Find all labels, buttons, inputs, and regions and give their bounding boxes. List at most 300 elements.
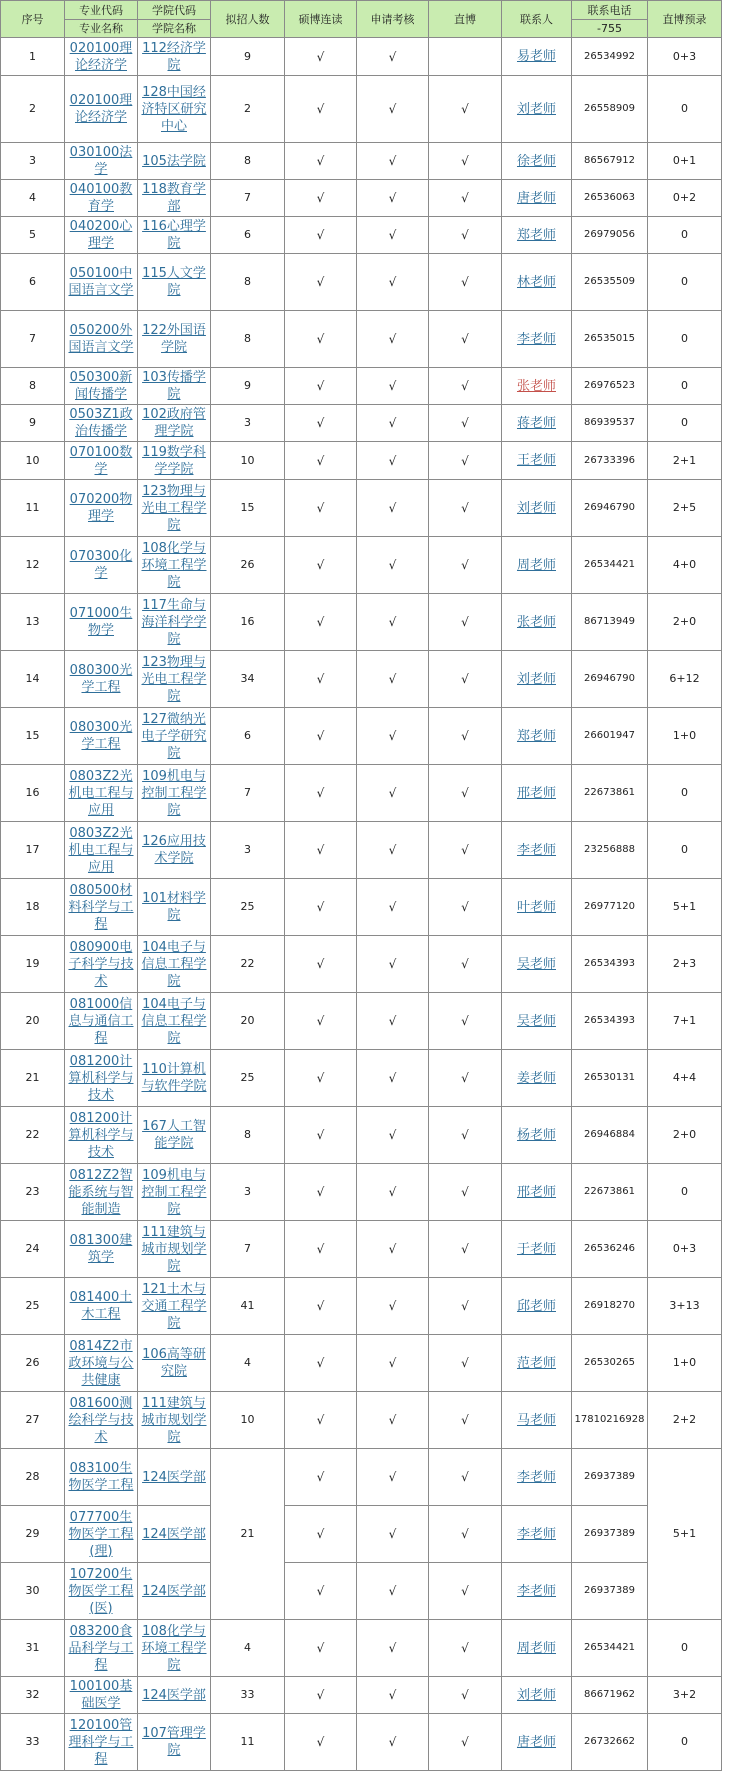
application-mark: √ <box>357 442 429 480</box>
school-link[interactable]: 104电子与信息工程学院 <box>141 939 207 989</box>
table-row <box>1 442 722 480</box>
row-index: 1 <box>1 38 65 76</box>
preselect-count: 0 <box>648 217 722 254</box>
contact-link[interactable]: 林老师 <box>516 274 556 290</box>
continuous-mark: √ <box>285 217 357 254</box>
major-link[interactable]: 0803Z2光机电工程与应用 <box>68 768 134 818</box>
contact-link[interactable]: 张老师 <box>516 378 556 394</box>
contact-link[interactable]: 李老师 <box>516 1526 556 1542</box>
contact-cell <box>502 1107 572 1164</box>
school-link[interactable]: 109机电与控制工程学院 <box>141 768 207 818</box>
major-link[interactable]: 050200外国语言文学 <box>68 323 134 355</box>
phone-number: 26536246 <box>572 1221 648 1278</box>
major-link[interactable]: 081600测绘科学与技术 <box>68 1395 134 1445</box>
major-cell <box>65 254 138 311</box>
major-link[interactable]: 083100生物医学工程 <box>68 1461 134 1493</box>
school-cell <box>138 38 211 76</box>
continuous-mark: √ <box>285 1164 357 1221</box>
preselect-count: 0 <box>648 368 722 405</box>
direct-mark: √ <box>429 1107 502 1164</box>
continuous-mark: √ <box>285 822 357 879</box>
application-mark: √ <box>357 405 429 442</box>
school-link[interactable]: 127微纳光电子学研究院 <box>141 711 207 761</box>
contact-cell <box>502 1050 572 1107</box>
contact-link[interactable]: 邢老师 <box>516 785 556 801</box>
phone-number: 22673861 <box>572 765 648 822</box>
row-index: 31 <box>1 1620 65 1677</box>
contact-cell <box>502 765 572 822</box>
school-link[interactable]: 111建筑与城市规划学院 <box>141 1224 207 1274</box>
school-link[interactable]: 122外国语学院 <box>142 323 206 355</box>
contact-cell <box>502 594 572 651</box>
school-cell <box>138 879 211 936</box>
major-cell <box>65 217 138 254</box>
contact-link[interactable]: 邱老师 <box>516 1298 556 1314</box>
planned-count: 4 <box>211 1335 285 1392</box>
direct-mark: √ <box>429 537 502 594</box>
school-cell <box>138 936 211 993</box>
direct-mark: √ <box>429 405 502 442</box>
continuous-mark: √ <box>285 180 357 217</box>
phone-number: 26534992 <box>572 38 648 76</box>
contact-cell <box>502 651 572 708</box>
row-index: 25 <box>1 1278 65 1335</box>
school-link[interactable]: 111建筑与城市规划学院 <box>141 1395 207 1445</box>
school-link[interactable]: 109机电与控制工程学院 <box>141 1167 207 1217</box>
contact-link[interactable]: 周老师 <box>516 557 556 573</box>
phone-number: 26918270 <box>572 1278 648 1335</box>
school-cell <box>138 1449 211 1506</box>
school-link[interactable]: 118教育学部 <box>142 182 206 214</box>
major-link[interactable]: 050100中国语言文学 <box>68 266 134 298</box>
continuous-mark: √ <box>285 651 357 708</box>
phone-number: 86567912 <box>572 143 648 180</box>
continuous-mark: √ <box>285 1563 357 1620</box>
major-link[interactable]: 083200食品科学与工程 <box>68 1623 134 1673</box>
school-cell <box>138 442 211 480</box>
phone-number: 26937389 <box>572 1449 648 1506</box>
contact-link[interactable]: 李老师 <box>516 1583 556 1599</box>
direct-mark: √ <box>429 1392 502 1449</box>
contact-cell <box>502 708 572 765</box>
continuous-mark: √ <box>285 480 357 537</box>
school-link[interactable]: 108化学与环境工程学院 <box>141 1623 207 1673</box>
phone-number: 26979056 <box>572 217 648 254</box>
school-link[interactable]: 102政府管理学院 <box>142 407 206 439</box>
application-mark: √ <box>357 143 429 180</box>
planned-count: 15 <box>211 480 285 537</box>
header-index: 序号 <box>1 1 65 38</box>
continuous-mark: √ <box>285 1107 357 1164</box>
major-link[interactable]: 080300光学工程 <box>69 663 133 695</box>
major-link[interactable]: 081200计算机科学与技术 <box>68 1053 134 1103</box>
continuous-mark: √ <box>285 368 357 405</box>
planned-count: 6 <box>211 708 285 765</box>
school-cell <box>138 1620 211 1677</box>
contact-link[interactable]: 刘老师 <box>516 101 556 117</box>
school-link[interactable]: 117生命与海洋科学学院 <box>141 597 207 647</box>
application-mark: √ <box>357 254 429 311</box>
school-link[interactable]: 124医学部 <box>142 1583 206 1599</box>
table-header <box>1 1 722 38</box>
preselect-count: 0 <box>648 822 722 879</box>
row-index: 24 <box>1 1221 65 1278</box>
direct-mark: √ <box>429 1221 502 1278</box>
contact-link[interactable]: 李老师 <box>516 331 556 347</box>
school-link[interactable]: 123物理与光电工程学院 <box>141 654 207 704</box>
preselect-count: 6+12 <box>648 651 722 708</box>
table-row <box>1 76 722 143</box>
contact-link[interactable]: 唐老师 <box>516 190 556 206</box>
planned-count: 8 <box>211 311 285 368</box>
header-contact: 联系人 <box>502 1 572 38</box>
school-link[interactable]: 121土木与交通工程学院 <box>141 1281 207 1331</box>
row-index: 5 <box>1 217 65 254</box>
direct-mark: √ <box>429 1620 502 1677</box>
school-cell <box>138 1714 211 1771</box>
table-row <box>1 1714 722 1771</box>
contact-link[interactable]: 叶老师 <box>516 899 556 915</box>
school-cell <box>138 1050 211 1107</box>
school-link[interactable]: 108化学与环境工程学院 <box>141 540 207 590</box>
major-link[interactable]: 071000生物学 <box>69 606 133 638</box>
preselect-count: 0 <box>648 311 722 368</box>
table-row <box>1 1050 722 1107</box>
application-mark: √ <box>357 1449 429 1506</box>
application-mark: √ <box>357 480 429 537</box>
continuous-mark: √ <box>285 993 357 1050</box>
major-link[interactable]: 080900电子科学与技术 <box>68 939 134 989</box>
planned-count: 3 <box>211 405 285 442</box>
direct-mark: √ <box>429 594 502 651</box>
row-index: 32 <box>1 1677 65 1714</box>
major-cell <box>65 879 138 936</box>
planned-count: 8 <box>211 143 285 180</box>
major-link[interactable]: 070100数学 <box>69 444 133 477</box>
application-mark: √ <box>357 1278 429 1335</box>
school-cell <box>138 405 211 442</box>
continuous-mark: √ <box>285 1278 357 1335</box>
contact-link[interactable]: 唐老师 <box>516 1734 556 1750</box>
table-row <box>1 180 722 217</box>
preselect-count: 0 <box>648 1620 722 1677</box>
major-cell <box>65 993 138 1050</box>
phone-number: 26937389 <box>572 1506 648 1563</box>
planned-count: 3 <box>211 1164 285 1221</box>
preselect-count: 0+2 <box>648 180 722 217</box>
table-row <box>1 1392 722 1449</box>
row-index: 16 <box>1 765 65 822</box>
header-direct: 直博 <box>429 1 502 38</box>
school-cell <box>138 651 211 708</box>
contact-cell <box>502 480 572 537</box>
contact-link[interactable]: 马老师 <box>516 1412 556 1428</box>
application-mark: √ <box>357 311 429 368</box>
school-link[interactable]: 167人工智能学院 <box>142 1119 206 1151</box>
row-index: 30 <box>1 1563 65 1620</box>
major-link[interactable]: 0803Z2光机电工程与应用 <box>68 825 134 875</box>
continuous-mark: √ <box>285 708 357 765</box>
major-link[interactable]: 080300光学工程 <box>69 720 133 752</box>
major-cell <box>65 311 138 368</box>
preselect-count: 0 <box>648 765 722 822</box>
major-cell <box>65 936 138 993</box>
planned-count: 41 <box>211 1278 285 1335</box>
major-link[interactable]: 0814Z2市政环境与公共健康 <box>68 1338 134 1388</box>
contact-cell <box>502 1392 572 1449</box>
header-application: 申请考核 <box>357 1 429 38</box>
school-link[interactable]: 128中国经济特区研究中心 <box>141 84 207 134</box>
contact-link[interactable]: 易老师 <box>516 49 556 64</box>
table-row <box>1 765 722 822</box>
planned-count: 10 <box>211 442 285 480</box>
header-major-code: 专业代码 <box>65 2 137 20</box>
header-preselect: 直博预录 <box>648 1 722 38</box>
row-index: 3 <box>1 143 65 180</box>
continuous-mark: √ <box>285 765 357 822</box>
direct-mark: √ <box>429 651 502 708</box>
preselect-count: 3+13 <box>648 1278 722 1335</box>
preselect-count: 2+5 <box>648 480 722 537</box>
school-cell <box>138 217 211 254</box>
major-link[interactable]: 040100教育学 <box>69 182 133 214</box>
contact-link[interactable]: 郑老师 <box>516 227 556 243</box>
major-cell <box>65 1449 138 1506</box>
direct-mark: √ <box>429 1278 502 1335</box>
table-row <box>1 1278 722 1335</box>
preselect-count: 2+0 <box>648 594 722 651</box>
row-index: 8 <box>1 368 65 405</box>
school-cell <box>138 180 211 217</box>
preselect-count: 0 <box>648 254 722 311</box>
planned-count: 7 <box>211 1221 285 1278</box>
contact-cell <box>502 1563 572 1620</box>
contact-link[interactable]: 刘老师 <box>516 1687 556 1703</box>
phone-number: 26946884 <box>572 1107 648 1164</box>
school-link[interactable]: 124医学部 <box>142 1687 206 1703</box>
application-mark: √ <box>357 38 429 76</box>
row-index: 28 <box>1 1449 65 1506</box>
contact-cell <box>502 143 572 180</box>
header-school-name: 学院名称 <box>152 21 196 35</box>
contact-link[interactable]: 张老师 <box>516 614 556 630</box>
contact-link[interactable]: 于老师 <box>516 1241 556 1257</box>
school-link[interactable]: 107管理学院 <box>142 1726 206 1758</box>
school-cell <box>138 765 211 822</box>
table-row <box>1 480 722 537</box>
major-cell <box>65 405 138 442</box>
major-cell <box>65 442 138 480</box>
contact-link[interactable]: 邢老师 <box>516 1184 556 1200</box>
phone-number: 26530131 <box>572 1050 648 1107</box>
major-cell <box>65 594 138 651</box>
school-link[interactable]: 106高等研究院 <box>142 1347 206 1379</box>
table-row <box>1 143 722 180</box>
row-index: 7 <box>1 311 65 368</box>
application-mark: √ <box>357 1392 429 1449</box>
major-link[interactable]: 107200生物医学工程(医) <box>68 1566 134 1616</box>
preselect-count: 0 <box>648 76 722 143</box>
major-link[interactable]: 081300建筑学 <box>69 1233 133 1265</box>
school-cell <box>138 1392 211 1449</box>
table-row <box>1 1164 722 1221</box>
major-link[interactable]: 020100理论经济学 <box>69 40 133 73</box>
preselect-count: 0 <box>648 1164 722 1221</box>
row-index: 4 <box>1 180 65 217</box>
major-link[interactable]: 080500材料科学与工程 <box>68 882 134 932</box>
continuous-mark: √ <box>285 594 357 651</box>
direct-mark: √ <box>429 180 502 217</box>
phone-number: 26946790 <box>572 480 648 537</box>
continuous-mark: √ <box>285 1620 357 1677</box>
preselect-count: 2+2 <box>648 1392 722 1449</box>
row-index: 12 <box>1 537 65 594</box>
contact-link[interactable]: 范老师 <box>516 1355 556 1371</box>
major-link[interactable]: 040200心理学 <box>69 219 133 251</box>
contact-cell <box>502 311 572 368</box>
school-link[interactable]: 101材料学院 <box>142 891 206 923</box>
contact-link[interactable]: 姜老师 <box>516 1070 556 1086</box>
school-cell <box>138 1107 211 1164</box>
table-row <box>1 217 722 254</box>
continuous-mark: √ <box>285 405 357 442</box>
contact-link[interactable]: 吴老师 <box>516 956 556 972</box>
school-link[interactable]: 123物理与光电工程学院 <box>141 483 207 533</box>
contact-cell <box>502 993 572 1050</box>
header-phone-label: 联系电话 <box>572 2 647 20</box>
preselect-count: 1+0 <box>648 1335 722 1392</box>
major-link[interactable]: 0812Z2智能系统与智能制造 <box>68 1167 134 1217</box>
school-link[interactable]: 119数学科学学院 <box>142 444 206 477</box>
major-link[interactable]: 020100理论经济学 <box>69 93 133 125</box>
table-row <box>1 405 722 442</box>
planned-count: 33 <box>211 1677 285 1714</box>
contact-link[interactable]: 蒋老师 <box>516 415 556 431</box>
school-link[interactable]: 124医学部 <box>142 1526 206 1542</box>
phone-number: 26530265 <box>572 1335 648 1392</box>
major-link[interactable]: 077700生物医学工程(理) <box>68 1509 134 1559</box>
preselect-count: 0+3 <box>648 1221 722 1278</box>
school-cell <box>138 1677 211 1714</box>
contact-link[interactable]: 李老师 <box>516 1469 556 1485</box>
header-phone <box>572 1 648 38</box>
school-link[interactable]: 103传播学院 <box>142 370 206 402</box>
direct-mark: √ <box>429 442 502 480</box>
school-cell <box>138 537 211 594</box>
contact-cell <box>502 1335 572 1392</box>
direct-mark <box>429 38 502 76</box>
contact-cell <box>502 822 572 879</box>
direct-mark: √ <box>429 1563 502 1620</box>
table-row <box>1 1449 722 1506</box>
major-cell <box>65 38 138 76</box>
major-link[interactable]: 070300化学 <box>69 549 133 581</box>
continuous-mark: √ <box>285 1506 357 1563</box>
major-cell <box>65 1506 138 1563</box>
planned-count: 34 <box>211 651 285 708</box>
row-index: 14 <box>1 651 65 708</box>
major-cell <box>65 1335 138 1392</box>
contact-link[interactable]: 吴老师 <box>516 1013 556 1029</box>
contact-cell <box>502 76 572 143</box>
direct-mark: √ <box>429 765 502 822</box>
major-link[interactable]: 050300新闻传播学 <box>69 370 133 402</box>
contact-cell <box>502 879 572 936</box>
table-row <box>1 993 722 1050</box>
major-link[interactable]: 100100基础医学 <box>69 1679 133 1711</box>
header-school-code: 学院代码 <box>138 2 210 20</box>
school-cell <box>138 1164 211 1221</box>
school-cell <box>138 311 211 368</box>
phone-number: 26535015 <box>572 311 648 368</box>
major-link[interactable]: 120100管理科学与工程 <box>68 1717 134 1767</box>
major-cell <box>65 1050 138 1107</box>
contact-link[interactable]: 李老师 <box>516 842 556 858</box>
school-link[interactable]: 105法学院 <box>142 153 206 169</box>
row-index: 33 <box>1 1714 65 1771</box>
contact-link[interactable]: 王老师 <box>516 453 556 468</box>
table-row <box>1 822 722 879</box>
contact-link[interactable]: 周老师 <box>516 1640 556 1656</box>
school-link[interactable]: 115人文学院 <box>142 266 206 298</box>
direct-mark: √ <box>429 480 502 537</box>
row-index: 17 <box>1 822 65 879</box>
major-cell <box>65 368 138 405</box>
preselect-count: 2+0 <box>648 1107 722 1164</box>
direct-mark: √ <box>429 879 502 936</box>
contact-cell <box>502 1506 572 1563</box>
contact-link[interactable]: 刘老师 <box>516 671 556 687</box>
school-link[interactable]: 110计算机与软件学院 <box>141 1062 207 1094</box>
major-link[interactable]: 0503Z1政治传播学 <box>69 407 133 439</box>
contact-link[interactable]: 杨老师 <box>516 1127 556 1143</box>
major-cell <box>65 651 138 708</box>
school-link[interactable]: 124医学部 <box>142 1469 206 1485</box>
major-cell <box>65 1677 138 1714</box>
major-link[interactable]: 081000信息与通信工程 <box>68 996 134 1046</box>
phone-number: 26535509 <box>572 254 648 311</box>
school-link[interactable]: 126应用技术学院 <box>142 834 206 866</box>
school-link[interactable]: 116心理学院 <box>142 219 206 251</box>
phone-number: 22673861 <box>572 1164 648 1221</box>
row-index: 15 <box>1 708 65 765</box>
direct-mark: √ <box>429 708 502 765</box>
school-link[interactable]: 104电子与信息工程学院 <box>141 996 207 1046</box>
phone-number: 26976523 <box>572 368 648 405</box>
school-link[interactable]: 112经济学院 <box>142 40 206 73</box>
contact-link[interactable]: 刘老师 <box>516 500 556 516</box>
contact-link[interactable]: 郑老师 <box>516 728 556 744</box>
major-link[interactable]: 070200物理学 <box>69 492 133 524</box>
table-row <box>1 936 722 993</box>
planned-count: 7 <box>211 180 285 217</box>
phone-number: 26977120 <box>572 879 648 936</box>
direct-mark: √ <box>429 1050 502 1107</box>
phone-number: 86939537 <box>572 405 648 442</box>
continuous-mark: √ <box>285 254 357 311</box>
school-cell <box>138 1506 211 1563</box>
contact-cell <box>502 254 572 311</box>
major-link[interactable]: 030100法学 <box>69 145 133 177</box>
major-link[interactable]: 081200计算机科学与技术 <box>68 1110 134 1160</box>
direct-mark: √ <box>429 1335 502 1392</box>
major-link[interactable]: 081400土木工程 <box>69 1290 133 1322</box>
planned-count: 11 <box>211 1714 285 1771</box>
planned-count: 26 <box>211 537 285 594</box>
contact-link[interactable]: 徐老师 <box>516 153 556 169</box>
continuous-mark: √ <box>285 1714 357 1771</box>
planned-count: 8 <box>211 254 285 311</box>
